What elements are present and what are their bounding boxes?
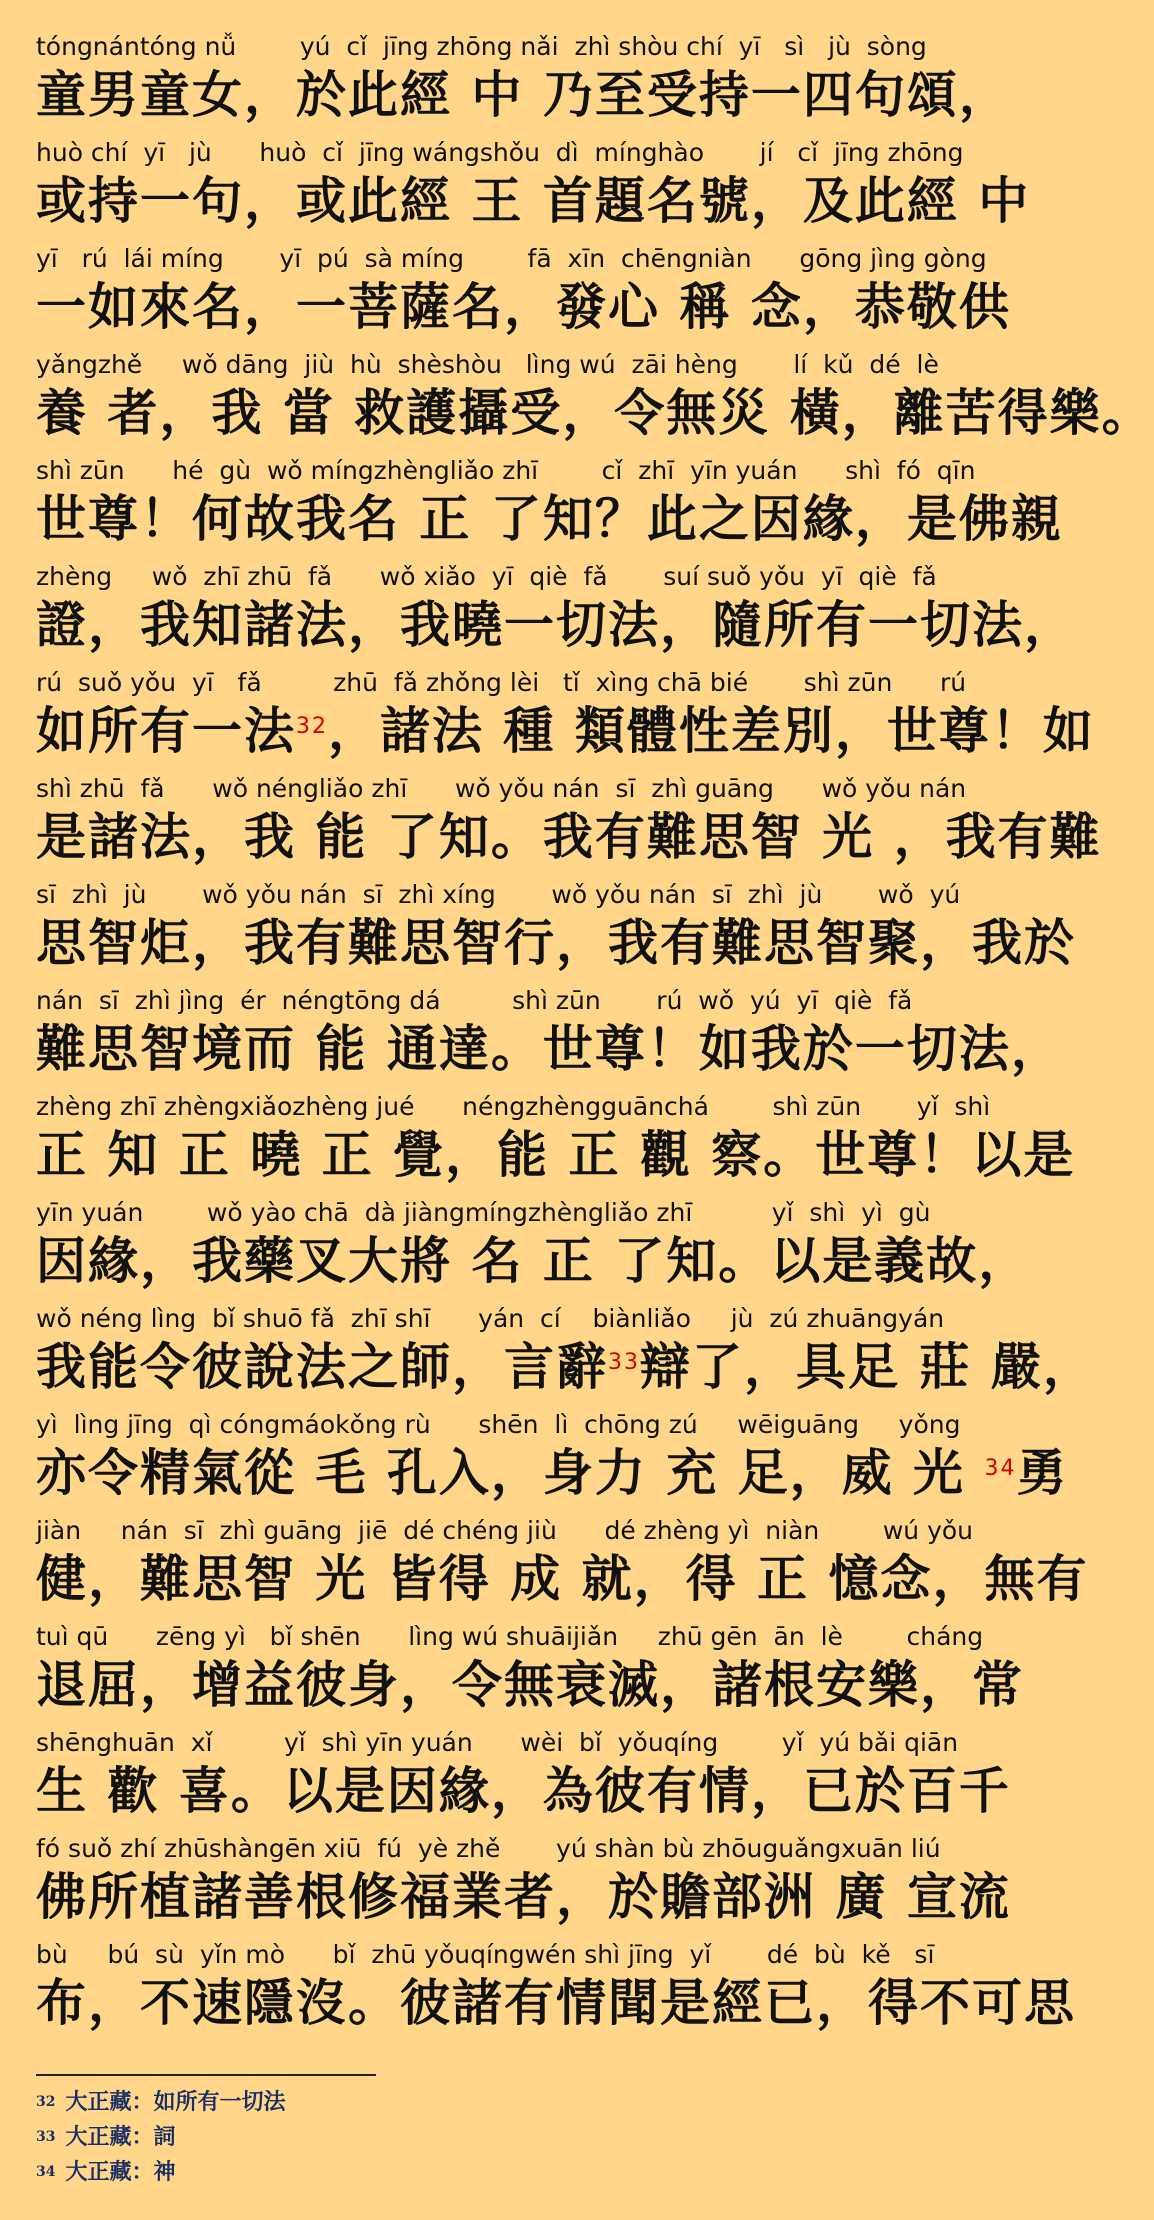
hanzi-row: 或持一句，或此經 王 首題名號，及此經 中 xyxy=(36,172,1031,230)
hanzi-segment: 我能令彼說法之師，言辭 xyxy=(36,1338,608,1396)
pinyin-row: bù bú sù yǐn mò bǐ zhū yǒuqíngwén shì jīng yǐ dé bù kě sī xyxy=(36,1940,935,1969)
pinyin-row: sī zhì jù wǒ yǒu nán sī zhì xíng wǒ yǒu nán sī zhì jù wǒ yú xyxy=(36,880,961,909)
footnotes xyxy=(36,2085,286,2190)
verse-line-11 xyxy=(36,1090,1076,1196)
pinyin-row: yǎngzhě wǒ dāng jiù hù shèshòu lìng wú zāi hèng lí kǔ dé lè xyxy=(36,350,939,379)
pinyin-row: yī rú lái míng yī pú sà míng fā xīn chēngniàn gōng jìng gòng xyxy=(36,244,987,273)
pinyin-row: tóngnántóng nǚ yú cǐ jīng zhōng nǎi zhì shòu chí yī sì jù sòng xyxy=(36,32,927,61)
pinyin-row: huò chí yī jù huò cǐ jīng wángshǒu dì mínghào jí cǐ jīng zhōng xyxy=(36,138,964,167)
hanzi-row: 思智炬，我有難思智行，我有難思智聚，我於 xyxy=(36,914,1076,972)
hanzi-row: 證，我知諸法，我曉一切法，隨所有一切法， xyxy=(36,596,1076,654)
footnote-marker-34[interactable]: 34 xyxy=(984,1456,1017,1481)
pinyin-row: fó suǒ zhí zhūshàngēn xiū fú yè zhě yú shàn bù zhōuguǎngxuān liú xyxy=(36,1834,941,1863)
footnote-number: 32 xyxy=(36,2094,56,2110)
verse-line-1 xyxy=(36,30,1046,136)
footnote-text: 大正藏：神 xyxy=(65,2159,176,2185)
verse-line-18 xyxy=(36,1832,1046,1938)
hanzi-row: 童男童女，於此經 中 乃至受持一四句頌， xyxy=(36,66,1011,124)
verse-line-10 xyxy=(36,984,1063,1090)
text-lines xyxy=(36,30,1154,2044)
pinyin-row: nán sī zhì jìng ér néngtōng dá shì zūn rú wǒ yú yī qiè fǎ xyxy=(36,986,913,1015)
footnote-number: 33 xyxy=(36,2129,56,2145)
footnote-32 xyxy=(36,2085,286,2120)
verse-line-19 xyxy=(36,1938,1076,2044)
verse-line-9 xyxy=(36,878,1076,984)
verse-line-5 xyxy=(36,454,1063,560)
hanzi-row: 佛所植諸善根修福業者，於贍部洲 廣 宣流 xyxy=(36,1868,1011,1926)
verse-line-15 xyxy=(36,1514,1089,1620)
hanzi-row: 布，不速隱沒。彼諸有情聞是經已，得不可思 xyxy=(36,1974,1076,2032)
hanzi-segment: 勇 xyxy=(1016,1444,1069,1502)
hanzi-row xyxy=(36,700,1095,762)
hanzi-row: 退屈，增益彼身，令無衰滅，諸根安樂，常 xyxy=(36,1656,1024,1714)
verse-line-13 xyxy=(36,1302,1095,1408)
hanzi-row: 健，難思智 光 皆得 成 就，得 正 憶念，無有 xyxy=(36,1550,1089,1608)
hanzi-segment: ，諸法 種 類體性差別，世尊！如 xyxy=(328,702,1095,760)
footnote-marker-33[interactable]: 33 xyxy=(608,1350,640,1375)
pinyin-row: shì zhū fǎ wǒ néngliǎo zhī wǒ yǒu nán sī zhì guāng wǒ yǒu nán xyxy=(36,774,967,803)
verse-line-7 xyxy=(36,666,1095,772)
verse-line-8 xyxy=(36,772,1102,878)
pinyin-row: wǒ néng lìng bǐ shuō fǎ zhī shī yán cí biànliǎo jù zú zhuāngyán xyxy=(36,1304,945,1333)
pinyin-row: yì lìng jīng qì cóngmáokǒng rù shēn lì chōng zú wēiguāng yǒng xyxy=(36,1410,961,1439)
verse-line-17 xyxy=(36,1726,1046,1832)
pinyin-row: rú suǒ yǒu yī fǎ zhū fǎ zhǒng lèi tǐ xìng chā bié shì zūn rú xyxy=(36,668,967,697)
hanzi-segment: 辯了，具足 莊 嚴， xyxy=(640,1338,1095,1396)
hanzi-row: 是諸法，我 能 了知。我有難思智 光 ，我有難 xyxy=(36,808,1102,866)
hanzi-row xyxy=(36,1442,1069,1504)
hanzi-row: 正 知 正 曉 正 覺，能 正 觀 察。世尊！以是 xyxy=(36,1126,1076,1184)
footnote-34 xyxy=(36,2155,286,2190)
verse-line-3 xyxy=(36,242,1046,348)
footnote-text: 大正藏：如所有一切法 xyxy=(65,2089,286,2115)
hanzi-row: 養 者，我 當 救護攝受，令無災 橫，離苦得樂。 xyxy=(36,384,1154,442)
pinyin-row: shēnghuān xǐ yǐ shì yīn yuán wèi bǐ yǒuqíng yǐ yú bǎi qiān xyxy=(36,1728,959,1757)
hanzi-row: 世尊！何故我名 正 了知？此之因緣，是佛親 xyxy=(36,490,1063,548)
pinyin-row: yīn yuán wǒ yào chā dà jiàngmíngzhèngliǎo zhī yǐ shì yì gù xyxy=(36,1198,931,1227)
footnote-number: 34 xyxy=(36,2164,56,2180)
pinyin-row: zhèng wǒ zhī zhū fǎ wǒ xiǎo yī qiè fǎ suí suǒ yǒu yī qiè fǎ xyxy=(36,562,937,591)
pinyin-row: tuì qū zēng yì bǐ shēn lìng wú shuāijiǎn zhū gēn ān lè cháng xyxy=(36,1622,984,1651)
footnote-marker-32[interactable]: 32 xyxy=(296,714,328,739)
hanzi-row xyxy=(36,1336,1095,1398)
verse-line-6 xyxy=(36,560,1076,666)
footnote-text: 大正藏：詞 xyxy=(65,2124,176,2150)
verse-line-16 xyxy=(36,1620,1046,1726)
hanzi-row: 難思智境而 能 通達。世尊！如我於一切法， xyxy=(36,1020,1063,1078)
pinyin-row: zhèng zhī zhèngxiǎozhèng jué néngzhèngguānchá shì zūn yǐ shì xyxy=(36,1092,991,1121)
footnote-divider xyxy=(36,2074,376,2076)
verse-line-12 xyxy=(36,1196,1046,1302)
hanzi-segment: 如所有一法 xyxy=(36,702,296,760)
pinyin-row: jiàn nán sī zhì guāng jiē dé chéng jiù dé zhèng yì niàn wú yǒu xyxy=(36,1516,974,1545)
hanzi-row: 因緣，我藥叉大將 名 正 了知。以是義故， xyxy=(36,1232,1031,1290)
verse-line-4 xyxy=(36,348,1154,454)
hanzi-segment: 亦令精氣從 毛 孔入，身力 充 足，威 光 xyxy=(36,1444,985,1502)
hanzi-row: 生 歡 喜。以是因緣，為彼有情，已於百千 xyxy=(36,1762,1011,1820)
verse-line-14 xyxy=(36,1408,1069,1514)
footnote-33 xyxy=(36,2120,286,2155)
hanzi-row: 一如來名，一菩薩名，發心 稱 念，恭敬供 xyxy=(36,278,1011,336)
verse-line-2 xyxy=(36,136,1046,242)
pinyin-row: shì zūn hé gù wǒ míngzhèngliǎo zhī cǐ zhī yīn yuán shì fó qīn xyxy=(36,456,976,485)
